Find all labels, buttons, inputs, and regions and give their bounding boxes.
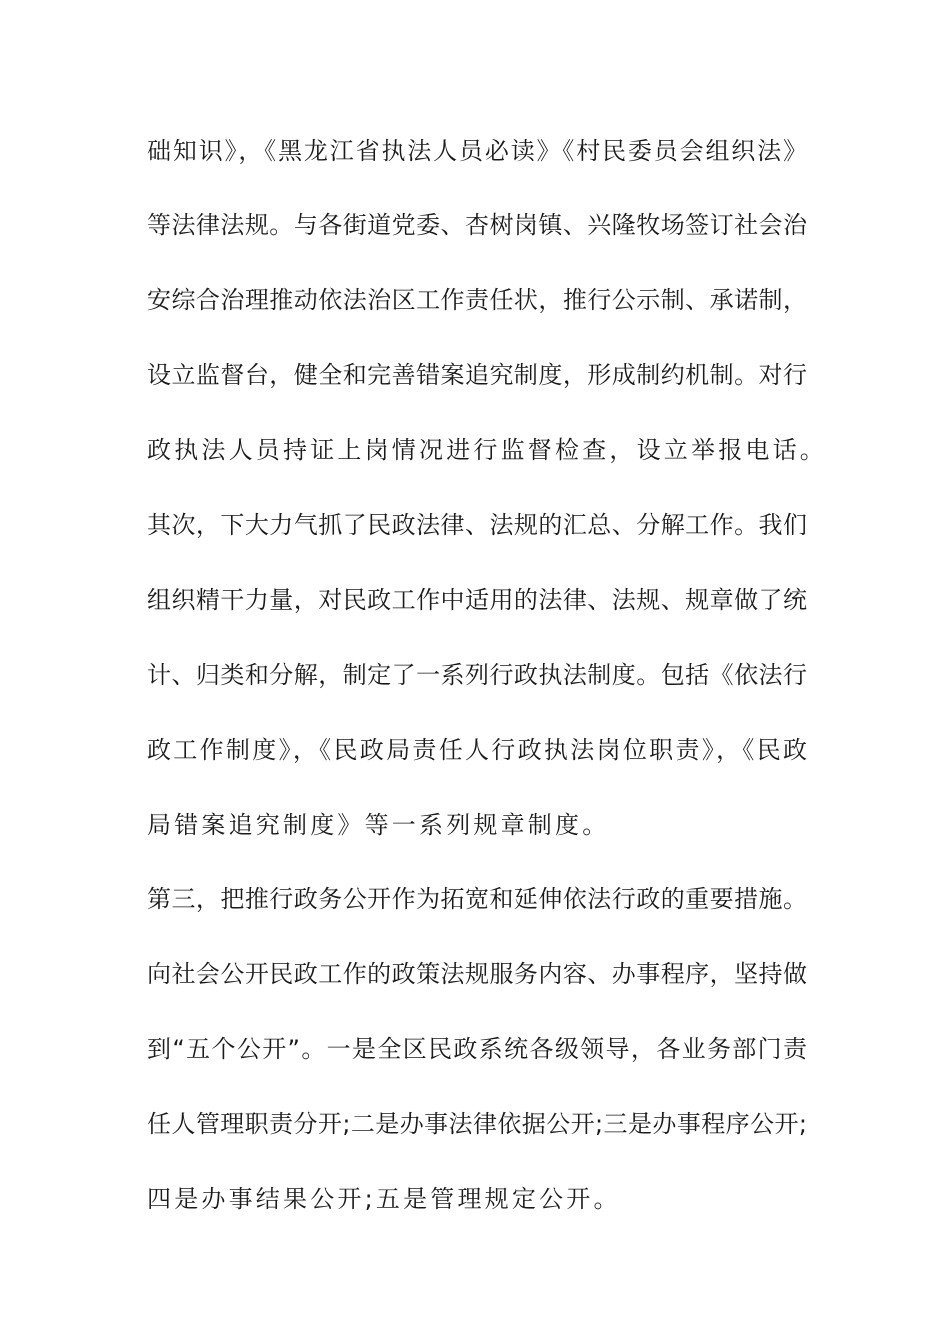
text-line-6: 其次，下大力气抓了民政法律、法规的汇总、分解工作。我们 (147, 511, 807, 539)
text-line-10: 局错案追究制度》等一系列规章制度。 (147, 811, 610, 839)
text-line-1: 础知识》，《黑龙江省执法人员必读》《村民委员会组织法》 (147, 137, 807, 165)
text-line-3: 安综合治理推动依法治区工作责任状，推行公示制、承诺制， (147, 286, 807, 314)
text-line-15: 四是办事结果公开;五是管理规定公开。 (147, 1185, 621, 1213)
text-line-13: 到“五个公开”。一是全区民政系统各级领导，各业务部门责 (147, 1035, 807, 1063)
text-line-2: 等法律法规。与各街道党委、杏树岗镇、兴隆牧场签订社会治 (147, 211, 807, 239)
text-line-12: 向社会公开民政工作的政策法规服务内容、办事程序，坚持做 (147, 960, 807, 988)
text-line-5: 政执法人员持证上岗情况进行监督检查，设立举报电话。 (147, 436, 827, 464)
text-line-9: 政工作制度》，《民政局责任人行政执法岗位职责》，《民政 (147, 736, 807, 764)
text-line-8: 计、归类和分解，制定了一系列行政执法制度。包括《依法行 (147, 661, 807, 689)
text-line-7: 组织精干力量，对民政工作中适用的法律、法规、规章做了统 (147, 586, 807, 614)
text-line-11: 第三，把推行政务公开作为拓宽和延伸依法行政的重要措施。 (147, 885, 807, 913)
text-line-4: 设立监督台，健全和完善错案追究制度，形成制约机制。对行 (147, 361, 807, 389)
text-line-14: 任人管理职责分开;二是办事法律依据公开;三是办事程序公开; (147, 1110, 807, 1138)
